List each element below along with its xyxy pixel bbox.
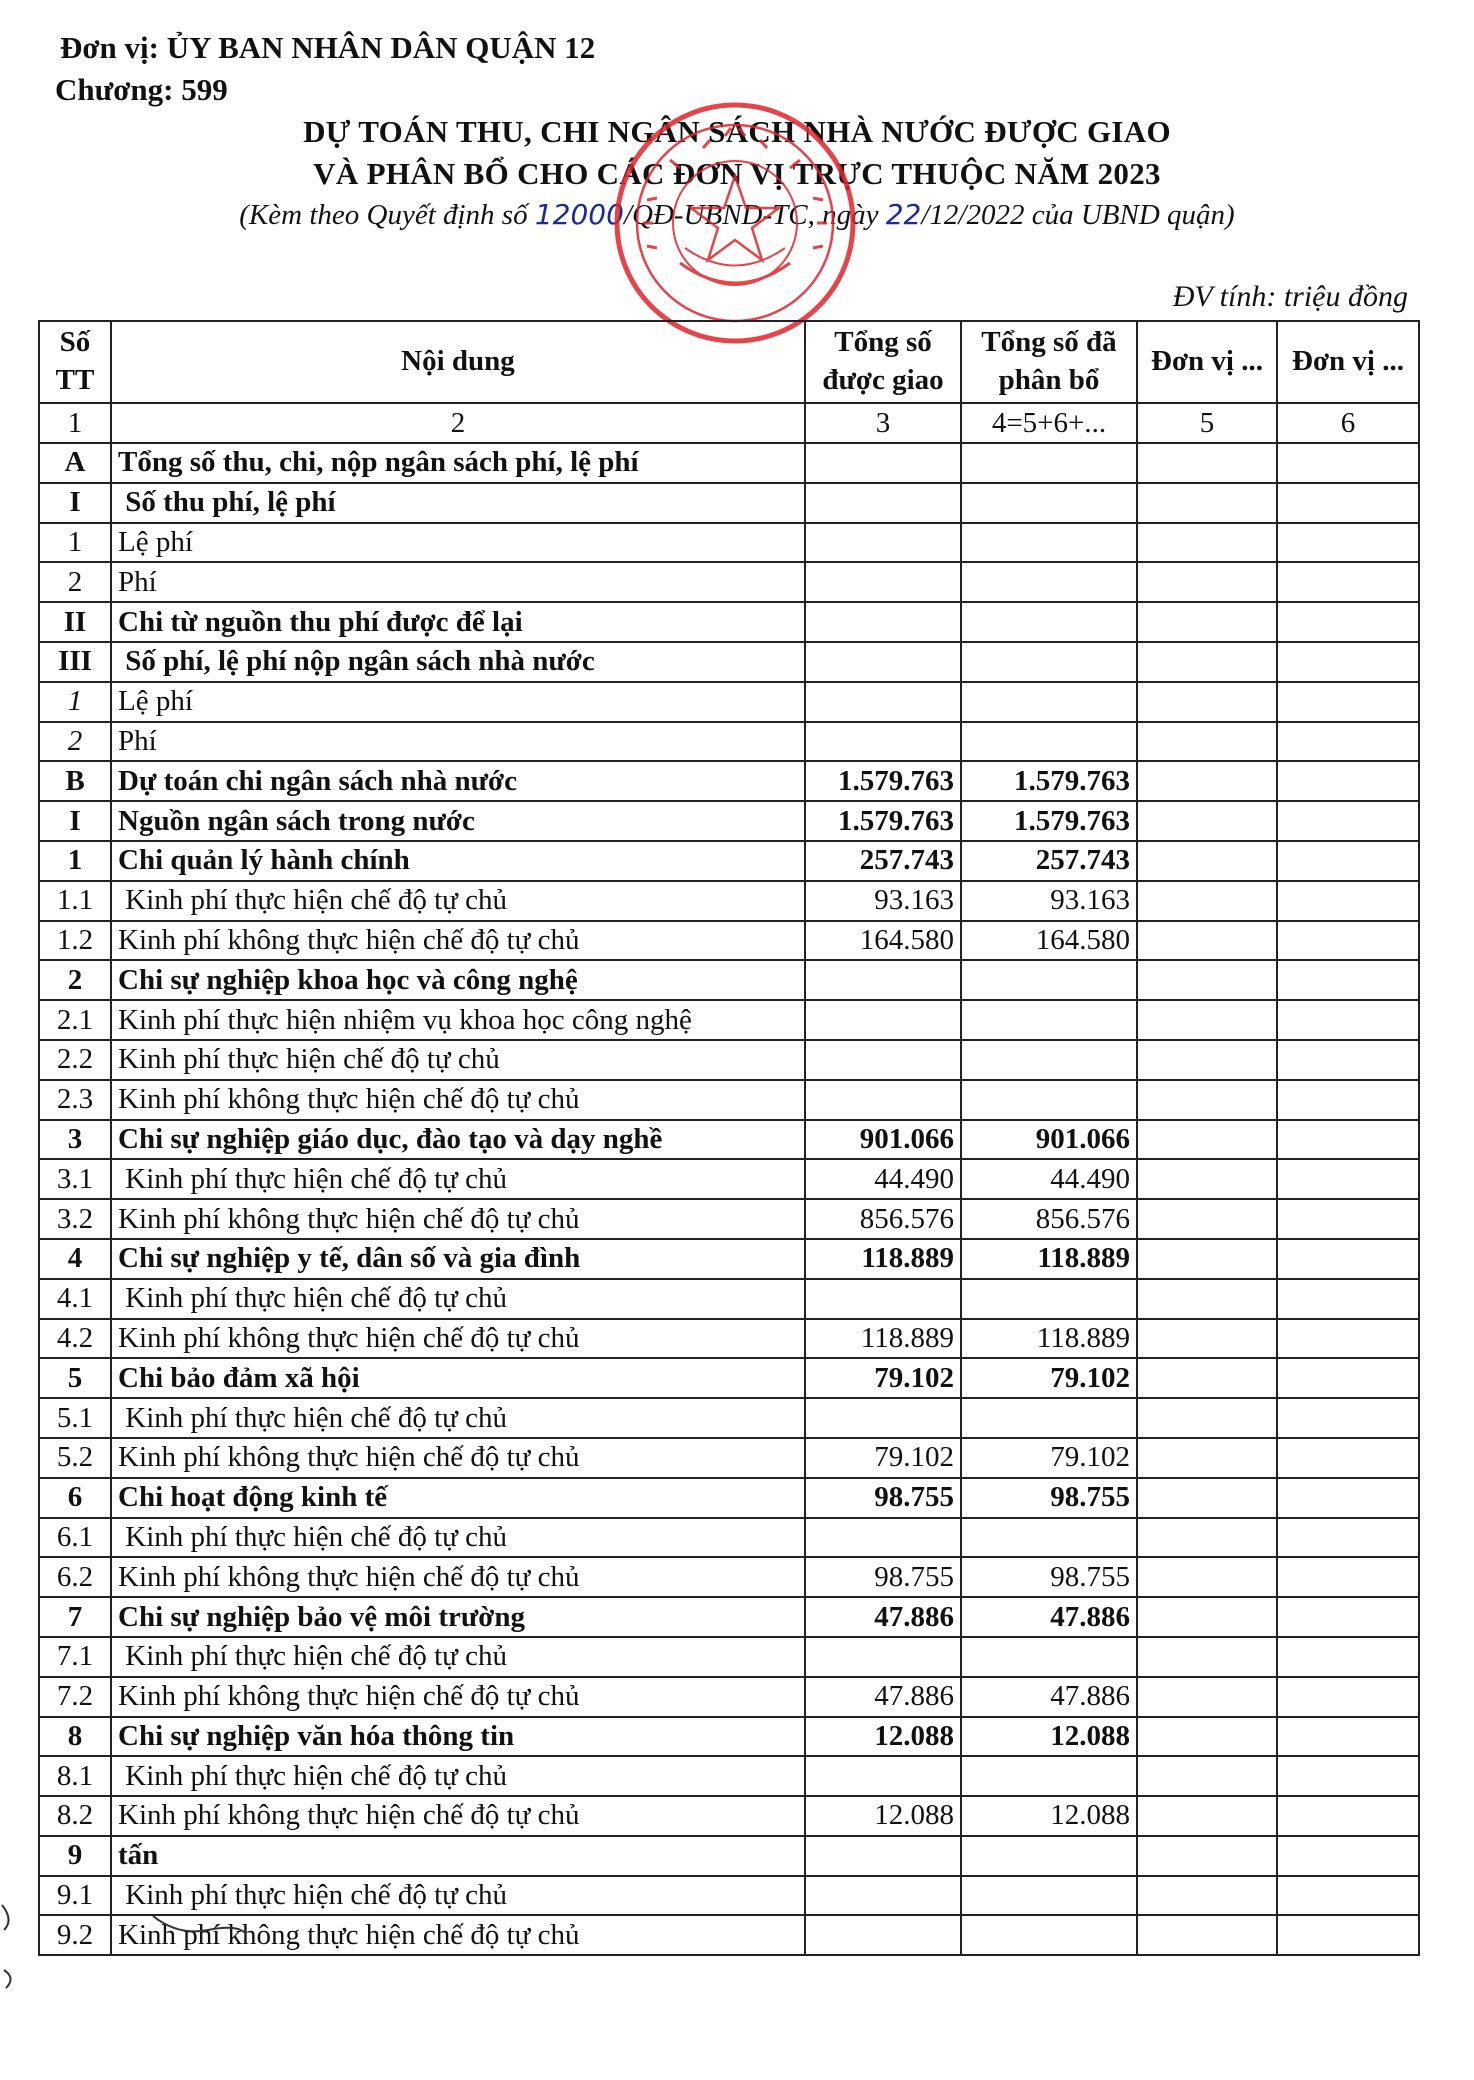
row-number: II — [39, 602, 111, 642]
column-number: 5 — [1137, 403, 1277, 443]
unit-label: Đơn vị: ỦY BAN NHÂN DÂN QUẬN 12 — [60, 30, 596, 65]
row-unit-a — [1137, 1876, 1277, 1916]
row-number: 1.1 — [39, 881, 111, 921]
row-unit-b — [1277, 523, 1419, 563]
row-total-allocated — [961, 1040, 1137, 1080]
row-content: Kinh phí thực hiện chế độ tự chủ — [111, 1040, 805, 1080]
row-number: 4 — [39, 1239, 111, 1279]
row-content: Kinh phí thực hiện chế độ tự chủ — [111, 1756, 805, 1796]
decision-number: 12000 — [534, 198, 624, 231]
row-number: 2.1 — [39, 1000, 111, 1040]
row-unit-b — [1277, 1159, 1419, 1199]
row-total-assigned — [805, 1080, 961, 1120]
row-unit-b — [1277, 1398, 1419, 1438]
table-row — [39, 801, 1419, 841]
row-number: 4.2 — [39, 1319, 111, 1359]
subtitle-suffix: /12/2022 của UBND quận) — [921, 199, 1235, 231]
table-row — [39, 443, 1419, 483]
decision-day: 22 — [885, 198, 922, 231]
row-unit-a — [1137, 1040, 1277, 1080]
row-total-assigned: 44.490 — [805, 1159, 961, 1199]
row-content: Kinh phí thực hiện chế độ tự chủ — [111, 1279, 805, 1319]
row-unit-b — [1277, 841, 1419, 881]
row-total-assigned — [805, 1398, 961, 1438]
row-total-allocated: 118.889 — [961, 1319, 1137, 1359]
table-row — [39, 1796, 1419, 1836]
row-total-assigned — [805, 642, 961, 682]
row-total-allocated — [961, 1518, 1137, 1558]
row-content: Kinh phí thực hiện chế độ tự chủ — [111, 1637, 805, 1677]
row-unit-b — [1277, 722, 1419, 762]
row-unit-b — [1277, 1040, 1419, 1080]
row-unit-b — [1277, 960, 1419, 1000]
row-unit-a — [1137, 1159, 1277, 1199]
row-number: 2.3 — [39, 1080, 111, 1120]
row-unit-b — [1277, 1637, 1419, 1677]
row-unit-b — [1277, 1876, 1419, 1916]
row-total-allocated — [961, 1398, 1137, 1438]
row-unit-b — [1277, 1319, 1419, 1359]
row-number: 6.1 — [39, 1518, 111, 1558]
row-unit-a — [1137, 1756, 1277, 1796]
row-unit-b — [1277, 1557, 1419, 1597]
handwritten-scribble — [148, 1908, 248, 1938]
row-content: Chi sự nghiệp bảo vệ môi trường — [111, 1597, 805, 1637]
row-number: I — [39, 801, 111, 841]
header-content: Nội dung — [111, 321, 805, 403]
row-number: 1.2 — [39, 921, 111, 961]
row-unit-b — [1277, 1796, 1419, 1836]
row-number: A — [39, 443, 111, 483]
row-content: Kinh phí không thực hiện chế độ tự chủ — [111, 1915, 805, 1955]
table-row — [39, 562, 1419, 602]
row-number: 3.1 — [39, 1159, 111, 1199]
table-header-row — [39, 321, 1419, 403]
row-unit-a — [1137, 1199, 1277, 1239]
row-total-allocated: 79.102 — [961, 1358, 1137, 1398]
row-number: 9.1 — [39, 1876, 111, 1916]
row-number: 3.2 — [39, 1199, 111, 1239]
row-total-assigned — [805, 1040, 961, 1080]
row-total-allocated: 79.102 — [961, 1438, 1137, 1478]
row-total-assigned — [805, 443, 961, 483]
budget-table — [38, 320, 1420, 1956]
row-total-allocated — [961, 483, 1137, 523]
row-number: 1 — [39, 682, 111, 722]
header-unit-a: Đơn vị ... — [1137, 321, 1277, 403]
row-total-assigned: 79.102 — [805, 1358, 961, 1398]
row-unit-a — [1137, 1120, 1277, 1160]
table-row — [39, 1279, 1419, 1319]
table-row — [39, 1438, 1419, 1478]
row-content: Tổng số thu, chi, nộp ngân sách phí, lệ phí — [111, 443, 805, 483]
row-number: 5.1 — [39, 1398, 111, 1438]
row-unit-b — [1277, 1239, 1419, 1279]
row-total-allocated — [961, 1279, 1137, 1319]
row-unit-b — [1277, 1915, 1419, 1955]
row-total-allocated: 98.755 — [961, 1557, 1137, 1597]
row-number: I — [39, 483, 111, 523]
subtitle-prefix: (Kèm theo Quyết định số — [239, 199, 535, 231]
row-total-allocated: 12.088 — [961, 1717, 1137, 1757]
row-content: Chi từ nguồn thu phí được để lại — [111, 602, 805, 642]
table-row — [39, 1478, 1419, 1518]
row-content: Kinh phí không thực hiện chế độ tự chủ — [111, 1199, 805, 1239]
row-unit-b — [1277, 1717, 1419, 1757]
header-unit-b: Đơn vị ... — [1277, 321, 1419, 403]
row-content: Số thu phí, lệ phí — [111, 483, 805, 523]
row-total-assigned — [805, 1836, 961, 1876]
margin-mark — [0, 1900, 20, 1990]
row-unit-a — [1137, 642, 1277, 682]
table-row — [39, 1000, 1419, 1040]
row-unit-b — [1277, 921, 1419, 961]
row-content: Kinh phí thực hiện chế độ tự chủ — [111, 1159, 805, 1199]
row-total-assigned — [805, 1876, 961, 1916]
table-row — [39, 483, 1419, 523]
row-total-allocated — [961, 960, 1137, 1000]
column-number: 4=5+6+... — [961, 403, 1137, 443]
row-number: 7 — [39, 1597, 111, 1637]
table-row — [39, 1199, 1419, 1239]
row-number: 2 — [39, 960, 111, 1000]
column-number-row — [39, 403, 1419, 443]
official-seal-stamp — [585, 88, 885, 348]
row-total-allocated: 1.579.763 — [961, 801, 1137, 841]
table-row — [39, 1836, 1419, 1876]
row-unit-a — [1137, 1637, 1277, 1677]
row-content: Kinh phí thực hiện chế độ tự chủ — [111, 1398, 805, 1438]
row-total-assigned — [805, 483, 961, 523]
row-content: Chi hoạt động kinh tế — [111, 1478, 805, 1518]
row-total-allocated — [961, 1836, 1137, 1876]
row-content: Chi sự nghiệp y tế, dân số và gia đình — [111, 1239, 805, 1279]
row-unit-a — [1137, 1319, 1277, 1359]
table-row — [39, 1557, 1419, 1597]
row-unit-a — [1137, 1836, 1277, 1876]
table-row — [39, 921, 1419, 961]
row-total-allocated — [961, 443, 1137, 483]
table-row — [39, 1239, 1419, 1279]
row-total-allocated: 47.886 — [961, 1677, 1137, 1717]
row-unit-a — [1137, 483, 1277, 523]
row-total-assigned — [805, 960, 961, 1000]
row-unit-a — [1137, 1478, 1277, 1518]
row-number: 7.2 — [39, 1677, 111, 1717]
row-total-assigned: 79.102 — [805, 1438, 961, 1478]
row-number: 7.1 — [39, 1637, 111, 1677]
header-total-assigned: Tổng số được giao — [805, 321, 961, 403]
row-number: 8.1 — [39, 1756, 111, 1796]
row-total-assigned: 47.886 — [805, 1597, 961, 1637]
unit-note: ĐV tính: triệu đồng — [1172, 280, 1408, 313]
row-content: Nguồn ngân sách trong nước — [111, 801, 805, 841]
row-content: Chi sự nghiệp văn hóa thông tin — [111, 1717, 805, 1757]
row-number: 9 — [39, 1836, 111, 1876]
chapter-label: Chương: 599 — [55, 72, 228, 107]
row-unit-a — [1137, 1080, 1277, 1120]
row-content: Phí — [111, 722, 805, 762]
row-number: 8.2 — [39, 1796, 111, 1836]
table-row — [39, 1358, 1419, 1398]
row-total-assigned — [805, 562, 961, 602]
subtitle-middle: /QĐ-UBND-TC, ngày — [623, 199, 886, 231]
table-row — [39, 1398, 1419, 1438]
row-total-allocated: 257.743 — [961, 841, 1137, 881]
row-total-assigned — [805, 682, 961, 722]
row-unit-b — [1277, 1836, 1419, 1876]
row-unit-a — [1137, 722, 1277, 762]
row-total-allocated — [961, 1915, 1137, 1955]
row-unit-a — [1137, 881, 1277, 921]
row-total-assigned: 98.755 — [805, 1478, 961, 1518]
row-unit-b — [1277, 1677, 1419, 1717]
table-row — [39, 1717, 1419, 1757]
row-total-assigned: 47.886 — [805, 1677, 961, 1717]
table-row — [39, 1159, 1419, 1199]
row-content: Chi quản lý hành chính — [111, 841, 805, 881]
row-total-allocated — [961, 682, 1137, 722]
row-number: 2 — [39, 722, 111, 762]
table-row — [39, 1120, 1419, 1160]
row-content: Kinh phí không thực hiện chế độ tự chủ — [111, 1677, 805, 1717]
row-number: 2.2 — [39, 1040, 111, 1080]
row-total-assigned — [805, 1637, 961, 1677]
row-total-assigned: 12.088 — [805, 1717, 961, 1757]
row-unit-b — [1277, 1756, 1419, 1796]
row-number: 8 — [39, 1717, 111, 1757]
row-total-allocated: 93.163 — [961, 881, 1137, 921]
row-content: Số phí, lệ phí nộp ngân sách nhà nước — [111, 642, 805, 682]
row-unit-a — [1137, 761, 1277, 801]
row-content: Chi sự nghiệp giáo dục, đào tạo và dạy nghề — [111, 1120, 805, 1160]
row-content: Kinh phí thực hiện chế độ tự chủ — [111, 881, 805, 921]
row-unit-a — [1137, 1358, 1277, 1398]
row-total-assigned — [805, 1756, 961, 1796]
row-unit-b — [1277, 1279, 1419, 1319]
row-unit-a — [1137, 1279, 1277, 1319]
row-content: Lệ phí — [111, 682, 805, 722]
row-unit-b — [1277, 801, 1419, 841]
row-unit-a — [1137, 602, 1277, 642]
column-number: 3 — [805, 403, 961, 443]
row-unit-b — [1277, 562, 1419, 602]
row-unit-b — [1277, 443, 1419, 483]
row-unit-a — [1137, 960, 1277, 1000]
table-row — [39, 1040, 1419, 1080]
row-total-assigned: 93.163 — [805, 881, 961, 921]
column-number: 6 — [1277, 403, 1419, 443]
row-unit-b — [1277, 1080, 1419, 1120]
row-content: Kinh phí không thực hiện chế độ tự chủ — [111, 1319, 805, 1359]
row-unit-a — [1137, 1796, 1277, 1836]
row-total-allocated — [961, 1756, 1137, 1796]
row-total-assigned — [805, 1915, 961, 1955]
row-content: Chi bảo đảm xã hội — [111, 1358, 805, 1398]
row-total-allocated — [961, 523, 1137, 563]
row-total-assigned: 1.579.763 — [805, 761, 961, 801]
row-unit-a — [1137, 1518, 1277, 1558]
row-unit-a — [1137, 1000, 1277, 1040]
row-total-allocated — [961, 1637, 1137, 1677]
row-total-allocated — [961, 562, 1137, 602]
row-total-assigned: 1.579.763 — [805, 801, 961, 841]
column-number: 2 — [111, 403, 805, 443]
row-number: B — [39, 761, 111, 801]
row-content: tấn — [111, 1836, 805, 1876]
row-total-allocated — [961, 1000, 1137, 1040]
row-total-allocated: 118.889 — [961, 1239, 1137, 1279]
row-unit-a — [1137, 1398, 1277, 1438]
row-unit-b — [1277, 881, 1419, 921]
header-total-allocated: Tổng số đã phân bổ — [961, 321, 1137, 403]
row-unit-a — [1137, 1717, 1277, 1757]
table-row — [39, 1597, 1419, 1637]
row-total-assigned — [805, 722, 961, 762]
row-unit-b — [1277, 1199, 1419, 1239]
table-row — [39, 722, 1419, 762]
table-row — [39, 1756, 1419, 1796]
table-row — [39, 1080, 1419, 1120]
row-unit-a — [1137, 1557, 1277, 1597]
row-number: 2 — [39, 562, 111, 602]
row-total-allocated: 44.490 — [961, 1159, 1137, 1199]
row-content: Kinh phí thực hiện nhiệm vụ khoa học công nghệ — [111, 1000, 805, 1040]
row-number: 1 — [39, 841, 111, 881]
row-unit-b — [1277, 1518, 1419, 1558]
row-number: 3 — [39, 1120, 111, 1160]
row-total-assigned: 118.889 — [805, 1239, 961, 1279]
row-unit-a — [1137, 1239, 1277, 1279]
row-number: 9.2 — [39, 1915, 111, 1955]
row-total-assigned: 12.088 — [805, 1796, 961, 1836]
row-total-assigned: 856.576 — [805, 1199, 961, 1239]
row-number: 4.1 — [39, 1279, 111, 1319]
table-row — [39, 761, 1419, 801]
row-total-allocated — [961, 722, 1137, 762]
row-total-assigned — [805, 1279, 961, 1319]
row-unit-a — [1137, 443, 1277, 483]
row-content: Kinh phí không thực hiện chế độ tự chủ — [111, 1796, 805, 1836]
row-unit-a — [1137, 801, 1277, 841]
row-unit-b — [1277, 1358, 1419, 1398]
row-unit-a — [1137, 682, 1277, 722]
row-total-allocated: 901.066 — [961, 1120, 1137, 1160]
row-number: 6 — [39, 1478, 111, 1518]
row-total-allocated: 856.576 — [961, 1199, 1137, 1239]
row-unit-a — [1137, 523, 1277, 563]
row-content: Chi sự nghiệp khoa học và công nghệ — [111, 960, 805, 1000]
row-total-allocated — [961, 602, 1137, 642]
row-unit-a — [1137, 562, 1277, 602]
row-unit-b — [1277, 1478, 1419, 1518]
row-content: Kinh phí thực hiện chế độ tự chủ — [111, 1876, 805, 1916]
table-row — [39, 881, 1419, 921]
row-total-assigned: 98.755 — [805, 1557, 961, 1597]
row-unit-a — [1137, 841, 1277, 881]
table-row — [39, 642, 1419, 682]
document-title-line1: DỰ TOÁN THU, CHI NGÂN SÁCH NHÀ NƯỚC ĐƯỢC GIAO — [303, 114, 1171, 149]
row-number: III — [39, 642, 111, 682]
row-number: 5.2 — [39, 1438, 111, 1478]
row-total-allocated: 12.088 — [961, 1796, 1137, 1836]
row-total-allocated — [961, 1876, 1137, 1916]
table-row — [39, 841, 1419, 881]
document-title-line2: VÀ PHÂN BỔ CHO CÁC ĐƠN VỊ TRỰC THUỘC NĂM 2023 — [313, 156, 1161, 191]
row-number: 5 — [39, 1358, 111, 1398]
row-number: 1 — [39, 523, 111, 563]
row-content: Kinh phí thực hiện chế độ tự chủ — [111, 1518, 805, 1558]
row-total-assigned: 164.580 — [805, 921, 961, 961]
row-total-assigned: 257.743 — [805, 841, 961, 881]
row-content: Phí — [111, 562, 805, 602]
table-row — [39, 602, 1419, 642]
row-unit-a — [1137, 1438, 1277, 1478]
row-content: Kinh phí không thực hiện chế độ tự chủ — [111, 1557, 805, 1597]
row-total-assigned — [805, 1000, 961, 1040]
table-row — [39, 1319, 1419, 1359]
row-total-assigned — [805, 523, 961, 563]
row-total-allocated — [961, 1080, 1137, 1120]
table-row — [39, 960, 1419, 1000]
row-content: Kinh phí không thực hiện chế độ tự chủ — [111, 921, 805, 961]
row-content: Kinh phí không thực hiện chế độ tự chủ — [111, 1438, 805, 1478]
row-unit-b — [1277, 1120, 1419, 1160]
row-unit-b — [1277, 602, 1419, 642]
row-unit-b — [1277, 682, 1419, 722]
row-total-allocated: 1.579.763 — [961, 761, 1137, 801]
row-unit-b — [1277, 483, 1419, 523]
row-unit-b — [1277, 642, 1419, 682]
row-unit-a — [1137, 1677, 1277, 1717]
row-total-assigned: 118.889 — [805, 1319, 961, 1359]
row-unit-a — [1137, 921, 1277, 961]
row-total-allocated: 98.755 — [961, 1478, 1137, 1518]
column-number: 1 — [39, 403, 111, 443]
row-total-assigned: 901.066 — [805, 1120, 961, 1160]
table-row — [39, 1677, 1419, 1717]
row-total-allocated: 47.886 — [961, 1597, 1137, 1637]
row-total-assigned — [805, 1518, 961, 1558]
row-unit-b — [1277, 1000, 1419, 1040]
row-number: 6.2 — [39, 1557, 111, 1597]
row-unit-b — [1277, 1438, 1419, 1478]
table-row — [39, 523, 1419, 563]
row-content: Dự toán chi ngân sách nhà nước — [111, 761, 805, 801]
row-unit-a — [1137, 1915, 1277, 1955]
table-row — [39, 1637, 1419, 1677]
row-total-allocated — [961, 642, 1137, 682]
row-total-assigned — [805, 602, 961, 642]
row-unit-b — [1277, 761, 1419, 801]
row-unit-a — [1137, 1597, 1277, 1637]
row-total-allocated: 164.580 — [961, 921, 1137, 961]
header-stt: Số TT — [39, 321, 111, 403]
row-content: Kinh phí không thực hiện chế độ tự chủ — [111, 1080, 805, 1120]
row-unit-b — [1277, 1597, 1419, 1637]
table-row — [39, 682, 1419, 722]
table-row — [39, 1518, 1419, 1558]
row-content: Lệ phí — [111, 523, 805, 563]
